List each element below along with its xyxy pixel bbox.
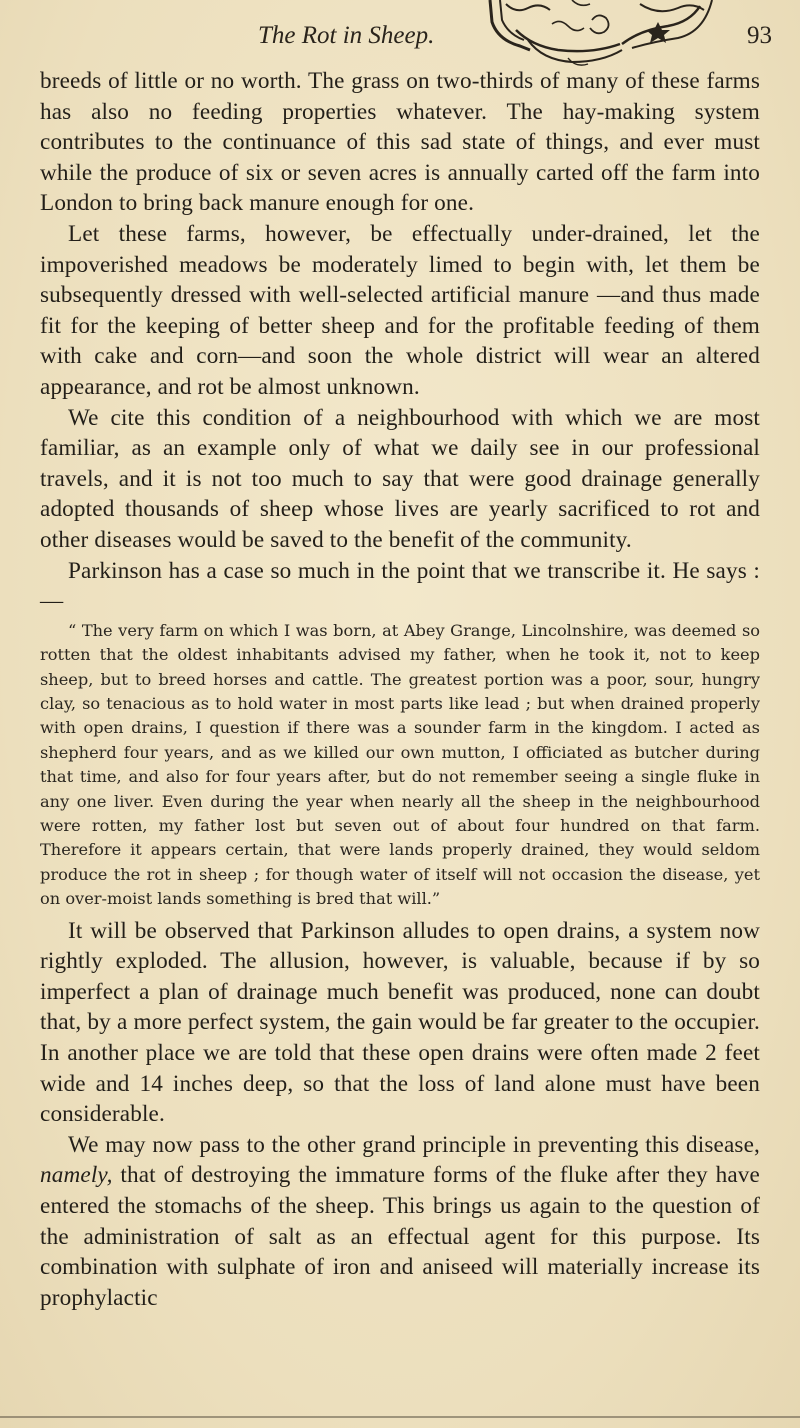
body-text <box>40 66 760 1313</box>
page-number: 93 <box>747 22 772 49</box>
page-bottom-rule <box>0 1416 800 1418</box>
paragraph-6-text-a: We may now pass to the other grand principle in preventing this disease, <box>68 1131 760 1158</box>
paragraph-6-italic: namely, <box>40 1162 113 1189</box>
block-quote: “ The very farm on which I was born, at Abey Grange, Lincolnshire, was deemed so rotten that the oldest inhabitants advised my father, when he took it, not to keep sheep, but to breed horses and cattle. The greatest portion was a poor, sour, hungry clay, so tenacious as to hold water in most parts like lead ; but when drained properly with open drains, I question if there was a sounder farm in the kingdom. I acted as shepherd four years, and as we killed our own mutton, I officiated as butcher during that time, and also for four years after, but do not remember seeing a single fluke in any one liver. Even during the year when nearly all the sheep in the neighbourhood were rotten, my father lost but seven out of about four hundred on that farm. Therefore it appears certain, that were lands properly drained, they would seldom produce the rot in sheep ; for though water of itself will not occasion the disease, yet on over-moist lands something is bred that will.” <box>40 620 760 909</box>
running-head <box>0 14 800 64</box>
running-title: The Rot in Sheep. <box>258 22 435 49</box>
decorative-ornament-icon <box>472 0 720 72</box>
paragraph-6 <box>40 1130 760 1314</box>
paragraph-5: It will be observed that Parkinson alludes to open drains, a system now rightly exploded. The allusion, however, is valuable, because if by so imperfect a plan of drainage much benefit was produced, none can doubt that, by a more perfect system, the gain would be far greater to the occupier. In another place we are told that these open drains were often made 2 feet wide and 14 inches deep, so that the loss of land alone must have been considerable. <box>40 917 760 1128</box>
paragraph-6-text-b: that of destroying the immature forms of the fluke after they have entered the stomachs of the sheep. This brings us again to the question of the administration of salt as an effectual agent for this purpose. Its combination with sulphate of iron and aniseed will materially increase its prophylactic <box>40 1162 760 1311</box>
paragraph-4: Parkinson has a case so much in the point that we transcribe it. He says :— <box>40 557 760 615</box>
paragraph-1: breeds of little or no worth. The grass on two-thirds of many of these farms has also no feeding properties whatever. The hay-making system contributes to the continuance of this sad state of things, and ever must while the produce of six or seven acres is annually carted off the farm into London to bring back manure enough for one. <box>40 68 760 217</box>
paragraph-2: Let these farms, however, be effectually under-drained, let the impoverished meadows be moderately limed to begin with, let them be subsequently dressed with well-selected artificial manure —and thus made fit for the keeping of better sheep and for the profitable feeding of them with cake and corn—and soon the whole district will wear an altered appearance, and rot be almost unknown. <box>40 220 760 400</box>
paragraph-3: We cite this condition of a neighbourhood with which we are most familiar, as an example only of what we daily see in our professional travels, and it is not too much to say that were good drainage generally adopted thousands of sheep whose lives are yearly sacrificed to rot and other diseases would be saved to the benefit of the community. <box>40 404 760 553</box>
